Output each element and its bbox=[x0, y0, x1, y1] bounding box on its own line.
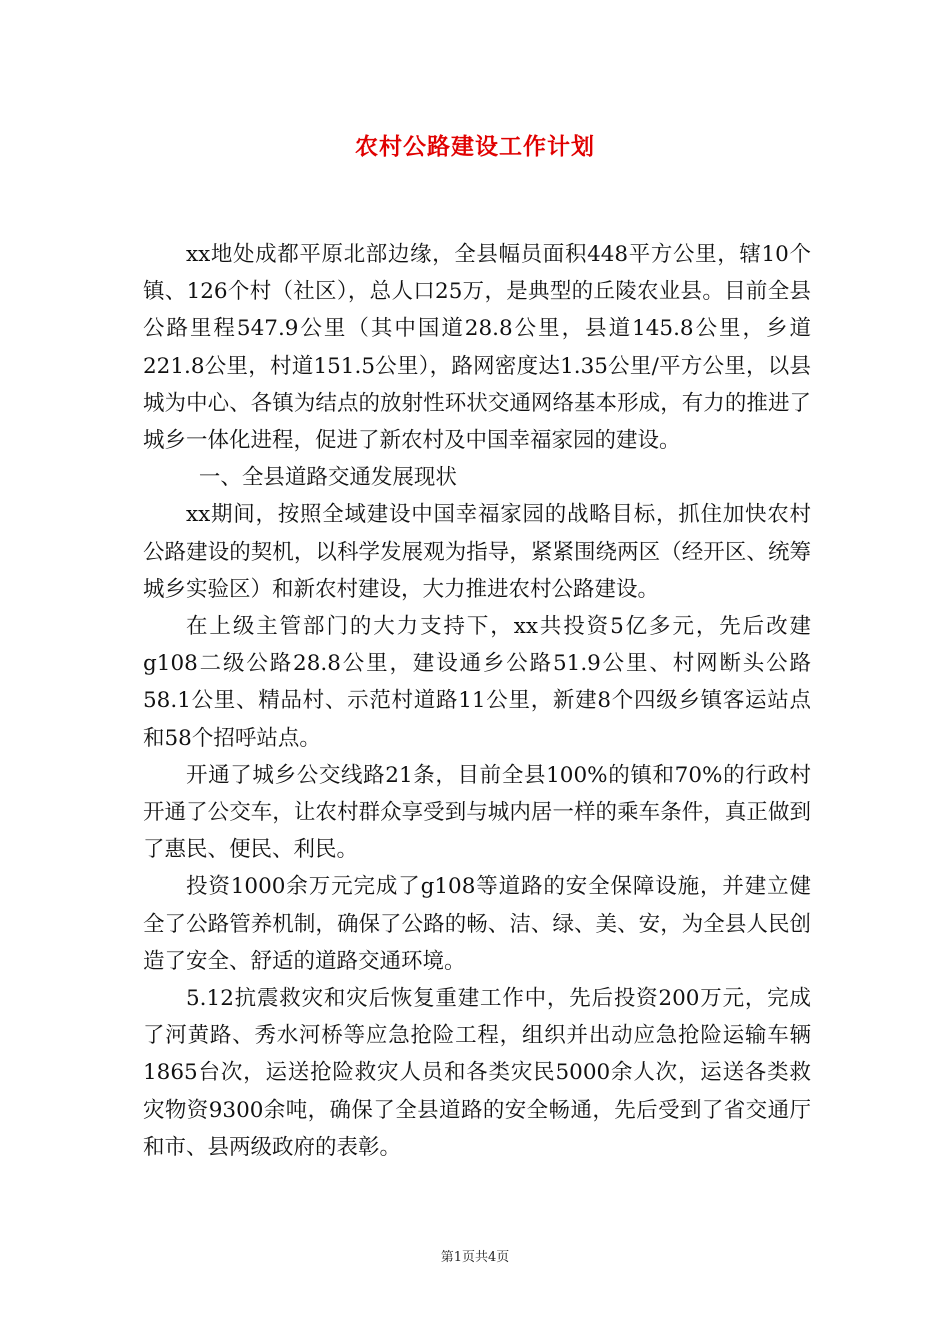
paragraph-intro: xx地处成都平原北部边缘，全县幅员面积448平方公里，辖10个镇、126个村（社区），总人口25万，是典型的丘陵农业县。目前全县公路里程547.9公里（其中国道28.8公里，县道145.8公里，乡道221.8公里，村道151.5公里），路网密度达1.35公里/平方公里，以县城为中心、各镇为结点的放射性环状交通网络基本形成，有力的推进了城乡一体化进程，促进了新农村及中国幸福家园的建设。 bbox=[143, 242, 811, 454]
paragraph-safety: 投资1000余万元完成了g108等道路的安全保障设施，并建立健全了公路管养机制，确保了公路的畅、洁、绿、美、安，为全县人民创造了安全、舒适的道路交通环境。 bbox=[143, 874, 811, 974]
page-number: 第1页共4页 bbox=[440, 1250, 510, 1265]
paragraph-bus-lines: 开通了城乡公交线路21条，目前全县100%的镇和70%的行政村开通了公交车，让农村群众享受到与城内居一样的乘车条件，真正做到了惠民、便民、利民。 bbox=[143, 762, 811, 863]
paragraph-strategy: xx期间，按照全域建设中国幸福家园的战略目标，抓住加快农村公路建设的契机，以科学发展观为指导，紧紧围绕两区（经开区、统筹城乡实验区）和新农村建设，大力推进农村公路建设。 bbox=[143, 502, 811, 602]
paragraph-investment: 在上级主管部门的大力支持下，xx共投资5亿多元，先后改建g108二级公路28.8公里，建设通乡公路51.9公里、村网断头公路58.1公里、精品村、示范村道路11公里，新建8个四级乡镇客运站点和58个招呼站点。 bbox=[143, 614, 811, 751]
document-title: 农村公路建设工作计划 bbox=[355, 133, 595, 160]
section-heading: 一、全县道路交通发展现状 bbox=[198, 465, 457, 491]
paragraph-earthquake: 5.12抗震救灾和灾后恢复重建工作中，先后投资200万元，完成了河黄路、秀水河桥等应急抢险工程，组织并出动应急抢险运输车辆1865台次，运送抢险救灾人员和各类灾民5000余人次，运送各类救灾物资9300余吨，确保了全县道路的安全畅通，先后受到了省交通厅和市、县两级政府的表彰。 bbox=[143, 986, 811, 1160]
document-body bbox=[143, 236, 811, 1166]
